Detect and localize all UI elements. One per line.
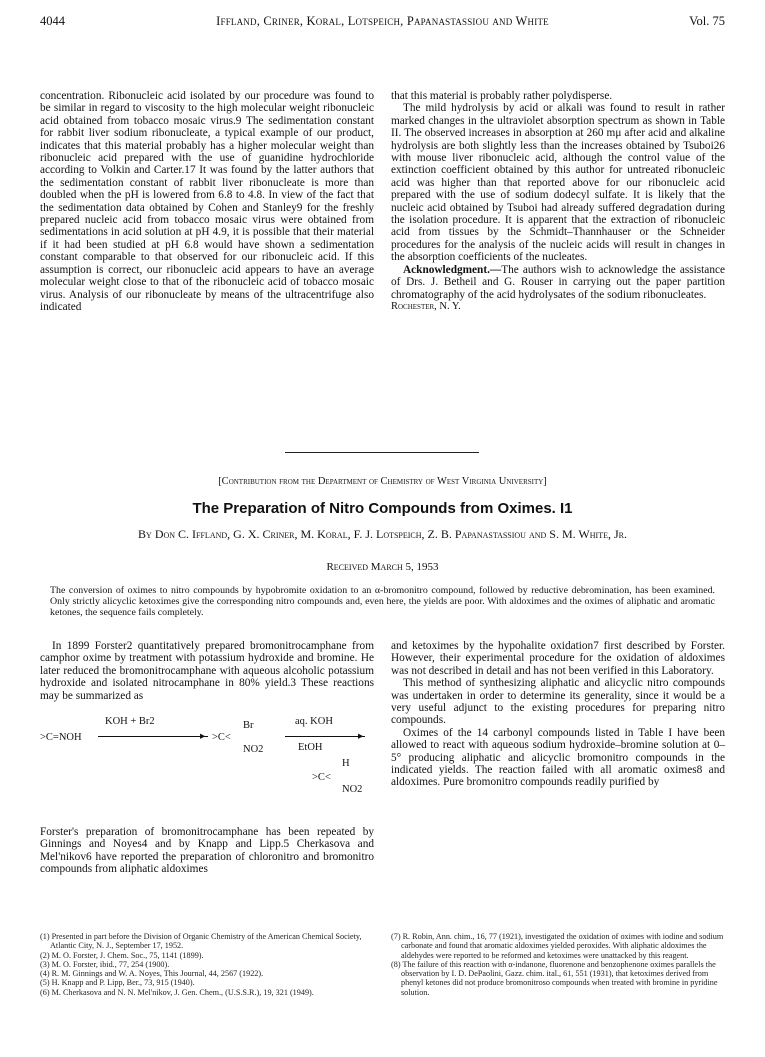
arrow-head-1: ▸	[200, 731, 206, 743]
footnotes-right	[391, 932, 725, 997]
footnote: (6) M. Cherkasova and N. N. Mel'nikov, J. Gen. Chem., (U.S.S.R.), 19, 321 (1949).	[40, 987, 314, 997]
continued-paragraph: and ketoximes by the hypohalite oxidation7 first described by Forster. However, their experimental procedure for the oxidation of aldoximes was not described in detail and has not been verified in this Laboratory.	[391, 640, 725, 677]
reagent-koh-br2: KOH + Br2	[105, 716, 155, 728]
reagent-etoh: EtOH	[298, 742, 323, 754]
top-right-column	[391, 90, 725, 313]
footnote: (2) M. O. Forster, J. Chem. Soc., 75, 1141 (1899).	[40, 950, 204, 960]
arrow-head-2: ▸	[358, 731, 364, 743]
article-title: The Preparation of Nitro Compounds from Oximes. I1	[192, 500, 573, 517]
page-number: 4044	[40, 14, 65, 28]
article-authors: By Don C. Iffland, G. X. Criner, M. Koral, F. J. Lotspeich, Z. B. Papanastassiou and S. M. White, Jr.	[138, 527, 627, 541]
contribution-line: [Contribution from the Department of Chemistry of West Virginia University]	[218, 476, 547, 487]
reaction-scheme	[40, 706, 374, 822]
top-left-column	[40, 90, 374, 313]
reagent-aq-koh: aq. KOH	[295, 716, 333, 728]
page-header	[40, 14, 725, 32]
intermediate-br: Br	[243, 720, 254, 732]
footnote: (4) R. M. Ginnings and W. A. Noyes, This Journal, 44, 2567 (1922).	[40, 969, 264, 979]
carbon-center-1: >C<	[212, 732, 231, 744]
acknowledgment-paragraph	[391, 264, 725, 301]
body-right-column	[391, 640, 725, 789]
footnotes-left	[40, 932, 374, 997]
hydrolysis-paragraph: The mild hydrolysis by acid or alkali was found to result in rather marked changes in the ultraviolet absorption spectrum as shown in Table II. The observed increases in absorption at 260 mμ after acid and alkaline hydrolysis are both slightly less than the increases obtained by Tsuboi26 with mouse liver ribonucleic acid, although the control value of the extinction coefficient obtained by this author for untreated ribonucleic acid was higher than that reported above for our ribonucleic acid prepared with the use of sodium dodecyl sulfate. It is likely that the nucleic acid obtained by Tsuboi had already suffered degradation during the isolation procedure. It is apparent that the extraction of ribonucleic acid from tissues by the Schmidt–Thannhauser or the Schneider procedures for the analysis of the nucleic acids will result in changes in the absorption coefficients of the nucleates.	[391, 102, 725, 264]
intro-paragraph: In 1899 Forster2 quantitatively prepared bromonitrocamphane from camphor oxime by treatment with potassium hydroxide and bromine. He later reduced the bromonitrocamphane with aqueous alcoholic potassium hydroxide and isolated nitrocamphane in 80% yield.3 These reactions may be summarized as	[40, 640, 374, 702]
reactant-oxime: >C=NOH	[40, 732, 82, 744]
carbon-center-2: >C<	[312, 772, 331, 784]
acknowledgment-heading: Acknowledgment.—	[403, 263, 502, 276]
footnote: (5) H. Knapp and P. Lipp, Ber., 73, 915 (1940).	[40, 978, 195, 988]
product-h: H	[342, 758, 350, 770]
oximes-paragraph: Oximes of the 14 carbonyl compounds listed in Table I have been allowed to react with aqueous sodium hydroxide–bromine solution at 0–5° producing aliphatic and alicyclic bromonitro compounds in the indicated yields. The reaction failed with all aromatic oximes8 and aldoximes. Pure bromonitro compounds readily purified by	[391, 726, 725, 789]
reaction-arrow-1	[98, 736, 208, 737]
footnote: (8) The failure of this reaction with α-indanone, fluorenone and benzophenone oximes parallels the observation by I. D. DePaolini, Gazz. chim. ital., 61, 551 (1931), that ketoximes derived from phenyl ketones did not produce bromonitroso compounds when treated with bromine in pyridine solution.	[391, 959, 718, 997]
footnote: (3) M. O. Forster, ibid., 77, 254 (1900).	[40, 959, 170, 969]
reaction-arrow-2	[285, 736, 365, 737]
acknowledgment-text: The authors wish to acknowledge the assistance of Drs. J. Betheil and G. Rouser in carrying out the paper partition chromatography of the acid hydrolysates of the sodium ribonucleates.	[391, 263, 725, 301]
continued-paragraph: concentration. Ribonucleic acid isolated by our procedure was found to be similar in regard to viscosity to the high molecular weight ribonucleic acid obtained from tobacco mosaic virus.9 The sedimentation constant for rabbit liver sodium ribonucleate, a typical example of our product, indicates that this material probably has a higher molecular weight than ribonucleic acid prepared with the use of guanidine hydrochloride according to Volkin and Carter.17 It was found by the latter authors that the sedimentation constant of rabbit liver ribonucleate is more than doubled when the pH is lowered from 6.8 to 4.8. In view of the fact that the sedimentation data obtained by Cohen and Stanley9 for the freshly prepared nucleic acid from tobacco mosaic virus were obtained from sedimentations in acid solution at pH 4.9, it is possible that their material if it had been studied at pH 6.8 would have shown a sedimentation constant comparable to that observed for our ribonucleic acid. If this assumption is correct, our ribonucleic acid appears to have an average molecular weight close to that of the ribonucleic acid of tobacco mosaic virus. Analysis of our ribonucleate by means of the ultracentrifuge also indicated	[40, 90, 374, 313]
abstract: The conversion of oximes to nitro compounds by hypobromite oxidation to an α-bromonitro compound, followed by reductive debromination, has been examined. Only strictly alicyclic ketoximes give the corresponding nitro compounds and, even here, the yields are poor. With aldoximes and the oximes of aliphatic and aromatic ketones, the sequence fails completely.	[50, 585, 715, 619]
volume-label: Vol. 75	[689, 14, 725, 28]
footnote: (1) Presented in part before the Division of Organic Chemistry of the American Chemical Society, Atlantic City, N. J., September 17, 1952.	[40, 932, 362, 951]
section-divider	[285, 452, 479, 453]
forster-paragraph: Forster's preparation of bromonitrocamphane has been repeated by Ginnings and Noyes4 and by Knapp and Lipp.5 Cherkasova and Mel'nikov6 have reported the preparation of chloronitro and bromonitro compounds from aliphatic aldoximes	[40, 826, 374, 876]
signoff-location: Rochester, N. Y.	[391, 300, 461, 312]
running-title: Iffland, Criner, Koral, Lotspeich, Papanastassiou and White	[216, 14, 549, 28]
method-paragraph: This method of synthesizing aliphatic and alicyclic nitro compounds was undertaken in order to determine its generality, since it would be a very useful adjunct to the existing procedures for preparing nitro compounds.	[391, 677, 725, 727]
body-left-column	[40, 640, 374, 876]
continued-paragraph: that this material is probably rather polydisperse.	[391, 90, 613, 102]
footnote: (7) R. Robin, Ann. chim., 16, 77 (1921), investigated the oxidation of oximes with iodine and sodium carbonate and found that aromatic aldoximes yielded peroxides. With aliphatic aldoximes the aldehydes were reported to be reformed and ketoximes were unattacked by this reagent.	[391, 932, 724, 960]
product-no2: NO2	[342, 784, 363, 796]
received-date: Received March 5, 1953	[326, 561, 439, 573]
intermediate-no2: NO2	[243, 744, 264, 756]
